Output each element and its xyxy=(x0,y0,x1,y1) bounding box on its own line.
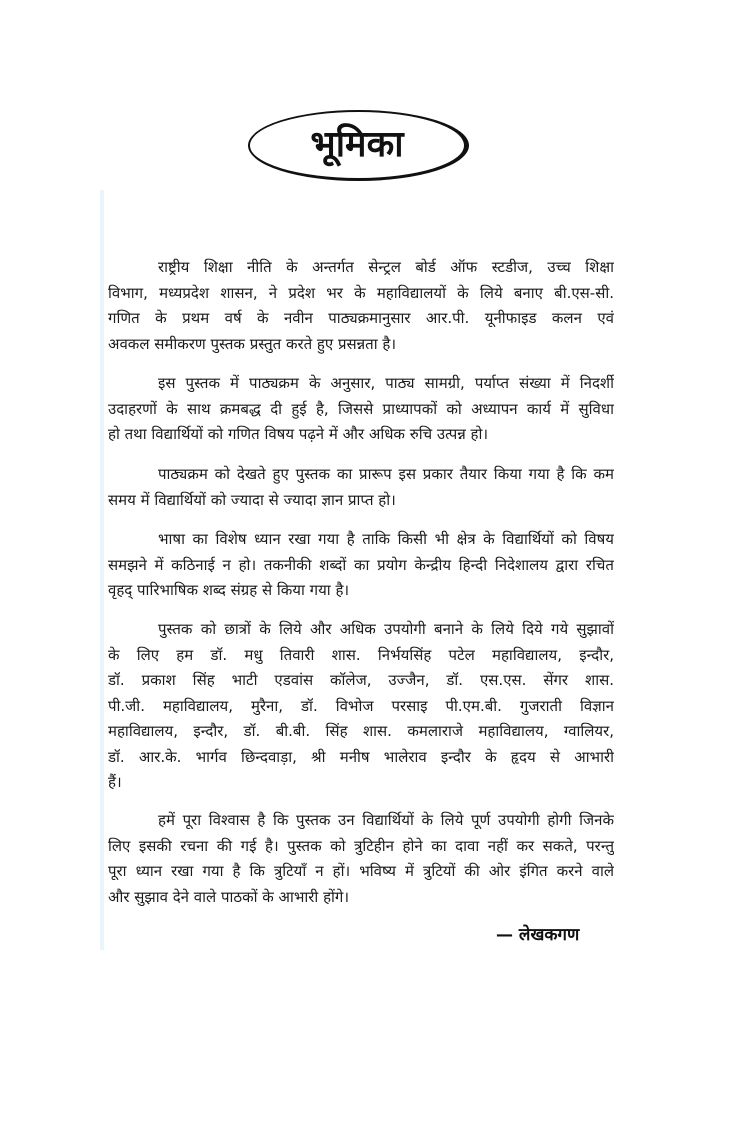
text-line: हैं। xyxy=(108,773,122,791)
title-oval xyxy=(248,110,469,181)
page-title: भूमिका xyxy=(310,124,404,165)
text-line: डॉ. आर.के. भार्गव छिन्दवाड़ा, श्री मनीष भालेराव इन्दौर के हृदय से आभारी xyxy=(108,747,614,766)
text-line: लिए इसकी रचना की गई है। पुस्तक को त्रुटिहीन होने का दावा नहीं कर सकते, परन्तु xyxy=(108,836,614,855)
text-line: राष्ट्रीय शिक्षा नीति के अन्तर्गत सेन्ट्रल बोर्ड ऑफ स्टडीज, उच्च शिक्षा xyxy=(158,258,614,276)
paragraph xyxy=(108,617,614,796)
text-line: भाषा का विशेष ध्यान रखा गया है ताकि किसी भी क्षेत्र के विद्यार्थियों को विषय xyxy=(158,530,614,548)
text-line: उदाहरणों के साथ क्रमबद्ध दी हुई है, जिससे प्राध्यापकों को अध्यापन कार्य में सुविधा xyxy=(108,399,614,418)
text-line: डॉ. प्रकाश सिंह भाटी एडवांस कॉलेज, उज्जैन, डॉ. एस.एस. सेंगर शास. xyxy=(108,671,614,689)
text-line: पी.जी. महाविद्यालय, मुरैना, डॉ. विभोज परसाइ पी.एम.बी. गुजराती विज्ञान xyxy=(108,696,614,715)
text-line: पुस्तक को छात्रों के लिये और अधिक उपयोगी बनाने के लिये दिये गये सुझावों xyxy=(158,620,614,638)
text-line: के लिए हम डॉ. मधु तिवारी शास. निर्भयसिंह पटेल महाविद्यालय, इन्दौर, xyxy=(108,645,614,664)
text-line: वृहद् पारिभाषिक शब्द संग्रह से किया गया है। xyxy=(108,581,350,599)
text-line: समझने में कठिनाई न हो। तकनीकी शब्दों का प्रयोग केन्द्रीय हिन्दी निदेशालय द्वारा रचित xyxy=(108,555,614,574)
text-line: अवकल समीकरण पुस्तक प्रस्तुत करते हुए प्रसन्नता है। xyxy=(108,334,397,353)
text-line: महाविद्यालय, इन्दौर, डॉ. बी.बी. सिंह शास. कमलाराजे महाविद्यालय, ग्वालियर, xyxy=(108,722,614,740)
paragraph xyxy=(108,462,614,513)
paragraph xyxy=(108,527,614,604)
text-line: पाठ्यक्रम को देखते हुए पुस्तक का प्रारूप इस प्रकार तैयार किया गया है कि कम xyxy=(158,465,614,483)
text-line: पूरा ध्यान रखा गया है कि त्रुटियाँ न हों। भविष्य में त्रुटियों की ओर इंगित करने वाले xyxy=(108,862,614,880)
text-line: इस पुस्तक में पाठ्यक्रम के अनुसार, पाठ्य सामग्री, पर्याप्त संख्या में निदर्शी xyxy=(158,374,614,392)
paragraph xyxy=(108,255,614,357)
signature: — लेखकगण xyxy=(496,925,580,945)
paragraph xyxy=(108,371,614,448)
text-line: हो तथा विद्यार्थियों को गणित विषय पढ़ने में और अधिक रुचि उत्पन्न हो। xyxy=(108,425,489,443)
scan-edge xyxy=(100,190,104,950)
paragraph xyxy=(108,808,614,910)
text-line: समय में विद्यार्थियों को ज्यादा से ज्यादा ज्ञान प्राप्त हो। xyxy=(108,490,396,509)
text-line: हमें पूरा विश्वास है कि पुस्तक उन विद्यार्थियों के लिये पूर्ण उपयोगी होगी जिनके xyxy=(158,811,614,829)
text-line: गणित के प्रथम वर्ष के नवीन पाठ्यक्रमानुसार आर.पी. यूनीफाइड कलन एवं xyxy=(108,309,614,327)
text-line: और सुझाव देने वाले पाठकों के आभारी होंगे। xyxy=(108,887,350,906)
text-line: विभाग, मध्यप्रदेश शासन, ने प्रदेश भर के महाविद्यालयों के लिये बनाए बी.एस-सी. xyxy=(108,283,614,302)
